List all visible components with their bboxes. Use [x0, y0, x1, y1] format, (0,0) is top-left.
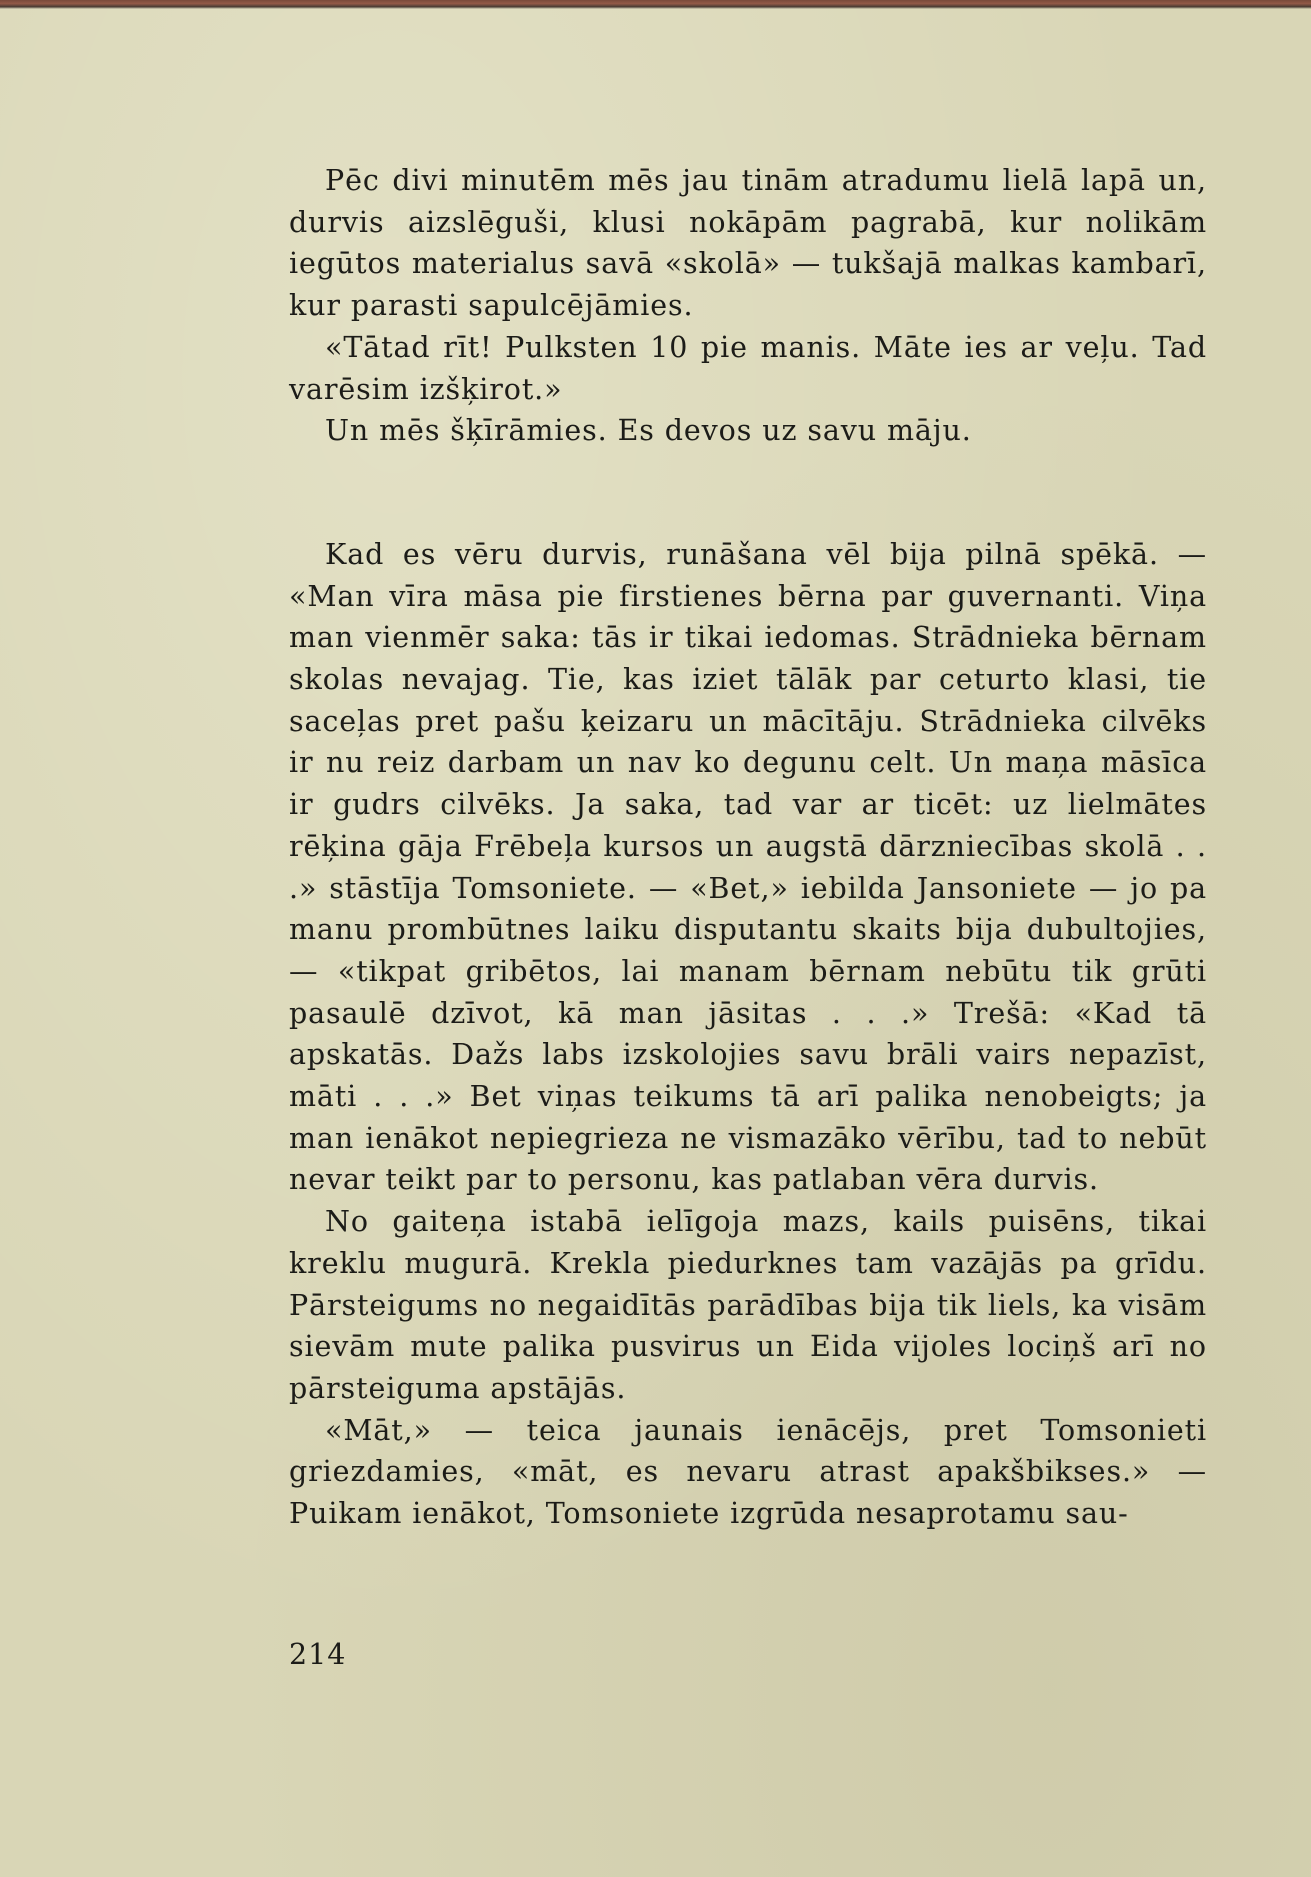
book-page-text [289, 160, 1207, 1535]
text-section-2 [289, 534, 1207, 1535]
paragraph: Pēc divi minutēm mēs jau tinām atradumu lielā lapā un, durvis aizslēguši, klusi nokāpām pagrabā, kur nolikām iegūtos materialus savā «skolā» — tukšajā malkas kambarī, kur parasti sapulcējāmies. [289, 164, 1207, 323]
page-number: 214 [289, 1638, 347, 1671]
paragraph: «Tātad rīt! Pulksten 10 pie manis. Māte ies ar veļu. Tad varēsim izšķirot.» [289, 330, 1207, 406]
text-section-1 [289, 160, 1207, 452]
paragraph: No gaiteņa istabā ielīgoja mazs, kails puisēns, tikai kreklu mugurā. Krekla piedurknes tam vazājās pa grīdu. Pārsteigums no negaidītās parādības bija tik liels, ka visām sievām mute palika pusvirus un Eida vijoles lociņš arī no pārsteiguma apstājās. [289, 1205, 1207, 1405]
paragraph: «Māt,» — teica jaunais ienācējs, pret Tomsonieti griezdamies, «māt, es nevaru atrast apakšbikses.» — Puikam ienākot, Tomsoniete izgrūda nesaprotamu sau- [289, 1413, 1207, 1531]
paragraph: Kad es vēru durvis, runāšana vēl bija pilnā spēkā. — «Man vīra māsa pie firstienes bērna par guvernanti. Viņa man vienmēr saka: tās ir tikai iedomas. Strādnieka bērnam skolas nevajag. Tie, kas iziet tālāk par ceturto klasi, tie saceļas pret pašu ķeizaru un mācītāju. Strādnieka cilvēks ir nu reiz darbam un nav ko degunu celt. Un maņa māsīca ir gudrs cilvēks. Ja saka, tad var ar ticēt: uz lielmātes rēķina gāja Frēbeļa kursos un augstā dārzniecības skolā . . .» stāstīja Tomsoniete. — «Bet,» iebilda Jansoniete — jo pa manu prombūtnes laiku disputantu skaits bija dubultojies, — «tikpat gribētos, lai manam bērnam nebūtu tik grūti pasaulē dzīvot, kā man jāsitas . . .» Trešā: «Kad tā apskatās. Dažs labs izskolojies savu brāli vairs nepazīst, māti . . .» Bet viņas teikums tā arī palika nenobeigts; ja man ienākot nepiegrieza ne vismazāko vērību, tad to nebūt nevar teikt par to personu, kas patlaban vēra durvis. [289, 537, 1207, 1197]
page-top-edge [0, 0, 1311, 9]
paragraph: Un mēs šķīrāmies. Es devos uz savu māju. [325, 414, 972, 448]
section-break [289, 452, 1207, 534]
